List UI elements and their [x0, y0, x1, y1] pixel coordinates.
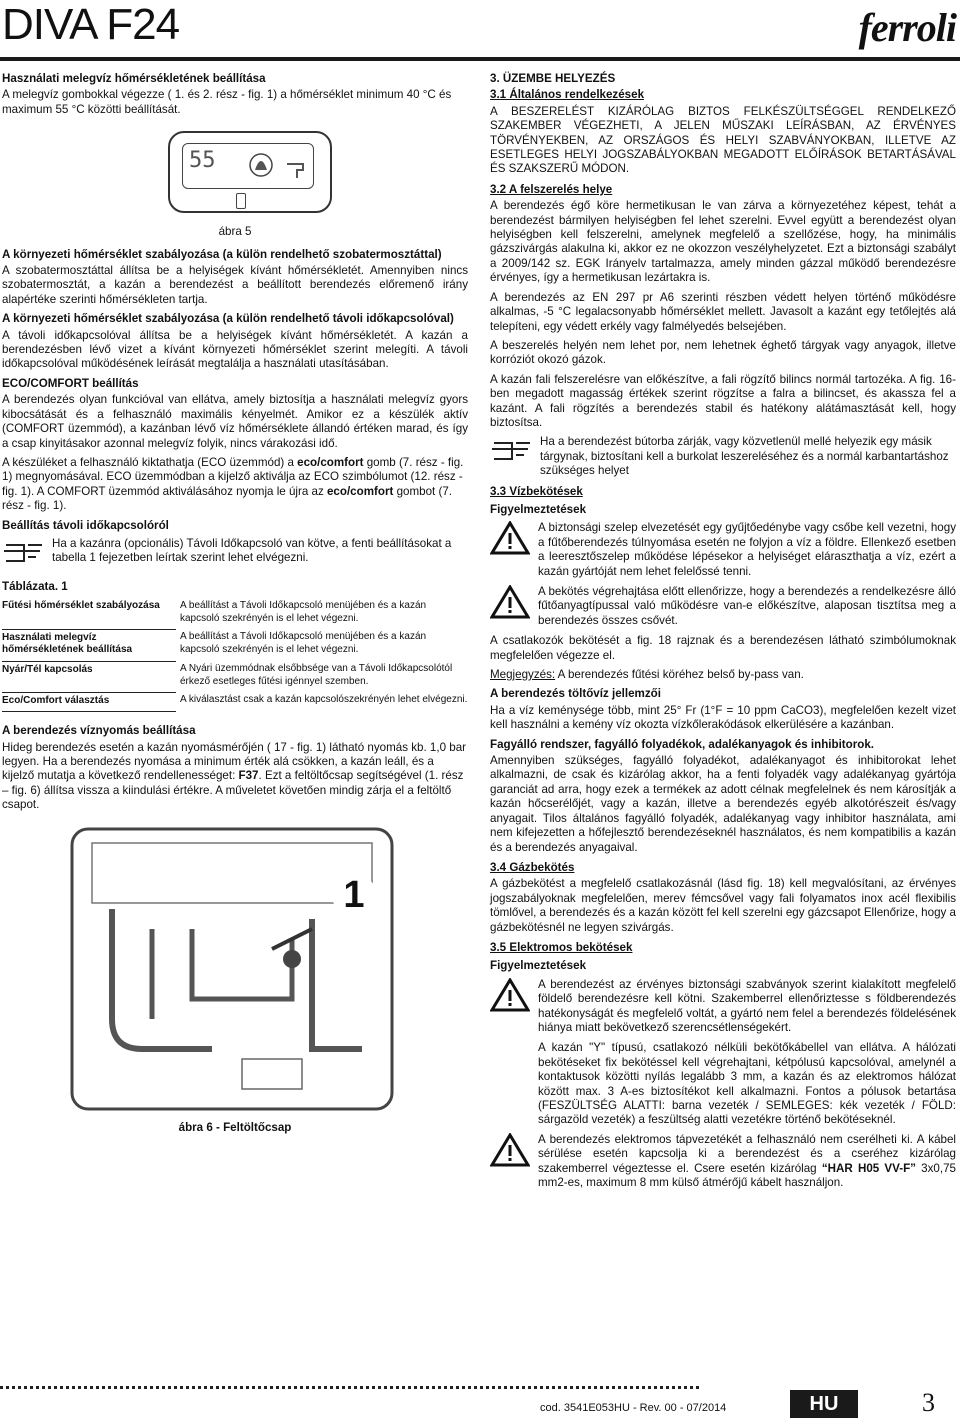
section-3-3-p2: Megjegyzés: A berendezés fűtési köréhez belső by-pass van.: [490, 668, 804, 682]
dhw-text: A melegvíz gombokkal végezze ( 1. és 2. rész - fig. 1) a hőmérséklet minimum 40 °C és maximum 55 °C közötti beállítását.: [2, 88, 452, 116]
table-row: [2, 598, 468, 629]
remote-setup-note: Ha a kazánra (opcionális) Távoli Időkapcsoló van kötve, a fenti beállításokat a tabella 1 fejezetben leírtak szerint lehet elvégezni.: [2, 537, 468, 566]
eco-text-1: A berendezés olyan funkcióval van ellátva, amely biztosítja a használati melegvíz gyors kibocsátását és a felhasználó maximális kényelmét. Amikor ez a készülék aktív (COMFORT üzemmód), a kazánban lévő víz hőmérséklete állandó értéken marad, és így a csap kinyitásakor azonnal melegvíz folyik, nincs várakozási idő.: [2, 393, 468, 450]
table-row: [2, 692, 468, 712]
water-text: Ha a víz keménysége több, mint 25° Fr (1°F = 10 ppm CaCO3), megfelelően kezelt vizet kell használni a kemény víz okozta vízkőlerakódások elkerülésére a kazánban.: [490, 703, 956, 732]
document-code: cod. 3541E053HU - Rev. 00 - 07/2014: [540, 1402, 727, 1414]
table-value: A beállítást a Távoli Időkapcsoló menüjében és a kazán kapcsoló szekrényén is el lehet végezni.: [180, 600, 427, 624]
eco-text-2: A készüléket a felhasználó kiktathatja (ECO üzemmód) a eco/comfort gomb (7. rész - fig. 1) megnyomásával. ECO üzemmódban a kijelző aktiválja az ECO szimbólumot (12. rész - fig. 1). A COMFORT üzemmód aktiválásához nyomja le újra az eco/comfort gombot (7. rész - fig. 1).: [2, 455, 464, 513]
dhw-heading: Használati melegvíz hőmérsékletének beállítása: [2, 72, 266, 85]
warning-relief-valve: A biztonsági szelep elvezetését egy gyűjtőedénybe vagy csőbe kell vezetni, hogy a fűtőberendezés túlnyomása esetén ne folyjon a víz a földre. Ellenkező esetben a leeresztőszelep működése lépésekor a helyiséget eláraszthatja a víz, ezért a kazán gyártóját nem lehet felelőssé tenni.: [490, 521, 956, 579]
table-value: A kiválasztást csak a kazán kapcsolószekrényén lehet elvégezni.: [180, 694, 468, 706]
control-panel-figure: [168, 131, 332, 213]
section-3-2-note: Ha a berendezést bútorba zárják, vagy közvetlenül mellé helyezik egy másik tárgynak, biztosítani kell a burkolat leszereléséhez és a normál karbantartáshoz szükséges helyet: [490, 435, 956, 478]
left-column: [2, 72, 468, 1135]
section-3-4-heading: 3.4 Gázbekötés: [490, 860, 575, 874]
warning-grounding: A berendezést az érvényes biztonsági szabványok szerint kialakított megfelelő földelő berendezésre kell kötni. Szakemberrel ellenőriztesse s földberendezés hatékonyságát és megfelelő voltát, a gyártó nem felel a berendezés földelésének hiánya miatt bekövetkező szerencsétlenségekért.: [490, 978, 956, 1036]
section-3-1-text: A BESZERELÉST KIZÁRÓLAG BIZTOS FELKÉSZÜLTSÉGGEL RENDELKEZŐ SZAKEMBER VÉGEZHETI, A JELEN MŰSZAKI LEÍRÁSBAN, AZ ÉRVÉNYES TÖRVÉNYEKBEN, AZ ORSZÁGOS ÉS HELYI SZABVÁNYOKBAN, ILLETVE AZ ESETLEGES HELYI JOGSZABÁLYOKBAN MEGADOTT ELŐÍRÁSOK BETARTÁSÁVAL ÉS SZAKSZERŰ MÓDON.: [490, 104, 956, 176]
table-key: Nyár/Tél kapcsolás: [2, 661, 176, 692]
room-thermostat-heading: A környezeti hőmérséklet szabályozása (a külön rendelhető szobatermosztáttal): [2, 247, 442, 261]
panel-display: [182, 143, 314, 189]
section-3-3-p1: A csatlakozók bekötését a fig. 18 rajznak és a berendezésen látható szimbólumoknak megfelelően végezze el.: [490, 634, 956, 662]
footer-barcode-rule: [0, 1386, 700, 1389]
table-row: [2, 661, 468, 692]
table-caption: Táblázata. 1: [2, 579, 68, 593]
section-3-2-heading: 3.2 A felszerelés helye: [490, 182, 613, 196]
tap-icon: [283, 154, 313, 184]
remote-settings-table: [2, 598, 468, 712]
section-3-heading: 3. ÜZEMBE HELYEZÉS: [490, 72, 616, 85]
warning-icon: [490, 1133, 530, 1167]
warnings-heading-2: Figyelmeztetések: [490, 959, 587, 973]
pointing-hand-icon: [490, 435, 534, 463]
fig6-callout: 1: [332, 873, 376, 917]
section-3-5-p1: A kazán "Y" típusú, csatlakozó nélküli bekötőkábellel van ellátva. A hálózati bekötéseket fix bekötéssel kell végrehajtani, kétpólusú kapcsolóval, amelynél a kontaktusok közötti nyílás legalább 3 mm, a kazán és az elektromos hálózat között max. 3 A-es biztosítékot kell alkalmazni. Fontos a pólusok betartása (FESZÜLTSÉG ALATTI: barna vezeték / SEMLEGES: kék vezeték / FÖLD: sárgazöld vezeték) a feszültség alatti vezetékre történő bekötéseknél.: [538, 1041, 956, 1127]
room-thermostat-text: A szobatermosztáttal állítsa be a helyiségek kívánt hőmérsékletét. Amennyiben nincs szobatermosztát, a kazán a berendezést a beállított berendezés előremenő irány alapértéke szerinti hőmérsékleten tartja.: [2, 264, 468, 306]
eco-heading: ECO/COMFORT beállítás: [2, 376, 139, 390]
section-3-1-heading: 3.1 Általános rendelkezések: [490, 88, 645, 102]
language-badge: HU: [790, 1390, 858, 1418]
section-3-4-text: A gázbekötést a megfelelő csatlakozásnál (lásd fig. 18) kell megvalósítani, az érvényes jogszabályoknak megfelelően, merev fémcsővel vagy fali folyamatos inox acél flexibilis tömlővel, a berendezés és a kazán között fel kell szerelni egy gázcsapot Ellenőrize, hogy a gázbekötésnél ne legyen szivárgás.: [490, 877, 956, 934]
page-number: 3: [922, 1388, 935, 1417]
table-value: A Nyári üzemmódnak elsőbbsége van a Távoli Időkapcsolótól érkező esetleges fűtési igénnyel szemben.: [180, 663, 453, 687]
pressure-heading: A berendezés víznyomás beállítása: [2, 724, 196, 738]
warnings-heading: Figyelmeztetések: [490, 502, 587, 516]
section-3-5-heading: 3.5 Elektromos bekötések: [490, 940, 633, 954]
section-3-2-p2: A berendezés az EN 297 pr A6 szerinti részben védett helyen történő működésre alkalmas, -5 °C legalacsonyabb hőmérséklet mellett. Javasolt a kazánt egy tetőlejtés alá telepíteni, egy védett erkély vagy falmélyedés belsejében.: [490, 290, 956, 333]
section-3-2-p1: A berendezés égő köre hermetikusan le van zárva a környezetéhez képest, tehát a berendezést bármilyen helyiségben fel lehet szerelni. Evvel együtt a berendezést olyan helyiségben kell felszerelni, amelynek megfelelő a szellőzése, hogy, ha minimális gázszivárgás alakulna ki, akkor ez ne okozzon veszélyhelyzetet. Ezt a biztonsági szabályt a 2009/142 sz. EGK Irányelv tartalmazza, amely minden gázzal működő berendezésre érvényes, így a hermetikusan lezártakra is.: [490, 199, 956, 285]
fig5-caption: ábra 5: [218, 225, 252, 239]
pressure-text: Hideg berendezés esetén a kazán nyomásmérőjén ( 17 - fig. 1) látható nyomás kb. 1,0 bar legyen. Ha a berendezés nyomása a minimum érték alá csökken, a kazán leáll, és a kijelző mutatja a következő rendellenességet: F37. Ezt a feltöltőcsap segítségével (1. rész – fig. 6) állítsa vissza a kiindulási értékre. A műveletet követően mindig zárja el a feltöltő csapot.: [2, 740, 467, 812]
remote-setup-heading: Beállítás távoli időkapcsolóról: [2, 518, 169, 532]
right-column: [490, 72, 956, 1196]
antifreeze-text: Amennyiben szükséges, fagyálló folyadékot, adalékanyagot és inhibitorokat lehet alkalmazni, de csak és kizárólag akkor, ha a fenti folyadék vagy adalékanyag gyártója garanciát ad arra, hogy ezek a termékek az adott célnak megfelelnek és nem károsítják a kazán hőcserélőjét, vagy a kazán, illetve a berendezés egyéb alkotórészeit és/vagy anyagait. Tilos általános fagyálló folyadék, adalékanyag vagy inhibitor használata, ami nem kifejezetten a hőfejlesztő berendezéseknél használatos, és nem kompatibilis a kazán és a berendezés anyagaival.: [490, 754, 956, 854]
warning-fuel-check: A bekötés végrehajtása előtt ellenőrizze, hogy a berendezés a rendelkezésre álló fűtőanyagtípussal való működésre van-e előkészítve, alaposan tisztítsa meg a berendezés összes csővét.: [490, 585, 956, 628]
pointing-hand-icon: [2, 537, 46, 565]
water-heading: A berendezés töltővíz jellemzői: [490, 687, 661, 701]
flame-icon: [241, 150, 281, 180]
section-3-2-p4: A kazán fali felszerelésre van előkészítve, a fali rögzítő bilincs normál tartozéka. A fig. 16-ben megadott magasság értékek szerint rögzítse a falra a bilincset, és akassza fel a kazánt. A fali rögzítés a berendezés stabil és hatékony alátámasztását kell, hogy biztosítsa.: [490, 372, 956, 429]
fill-tap-figure: [62, 819, 402, 1119]
table-row: [2, 629, 468, 661]
table-key: Fűtési hőmérséklet szabályozása: [2, 598, 176, 629]
warning-icon: [490, 521, 530, 555]
warning-icon: [490, 585, 530, 619]
document-title: DIVA F24: [2, 0, 180, 49]
brand-logo: ferroli: [858, 5, 956, 50]
pressure-gauge-icon: [236, 193, 246, 209]
section-3-3-heading: 3.3 Vízbekötések: [490, 484, 583, 498]
warning-power-cable: A berendezés elektromos tápvezetékét a felhasználó nem cserélheti ki. A kábel sérülése esetén kapcsolja ki a berendezést és a cseréhez kizárólag szakemberrel végeztesse el. Csere esetén kizárólag “HAR H05 VV-F” 3x0,75 mm2-es, maximum 8 mm külső átmérőjű kábelt használjon.: [490, 1133, 956, 1191]
antifreeze-heading: Fagyálló rendszer, fagyálló folyadékok, adalékanyagok és inhibitorok.: [490, 737, 875, 751]
header-rule: [0, 57, 960, 61]
table-key: Eco/Comfort választás: [2, 692, 176, 712]
remote-text: A távoli időkapcsolóval állítsa be a helyiségek kívánt hőmérsékletét. A kazán a berendezésben lévő vizet a kívánt környezeti hőmérséklet szerint melegíti. A távoli időkapcsolóval működésének leírását megtalálja a használati utasításában.: [2, 328, 468, 371]
remote-heading: A környezeti hőmérséklet szabályozása (a külön rendelhető távoli időkapcsolóval): [2, 312, 454, 326]
section-3-2-p3: A beszerelés helyén nem lehet por, nem lehetnek éghető tárgyak vagy anyagok, illetve korróziót okozó gázok.: [490, 338, 956, 367]
table-key: Használati melegvíz hőmérsékletének beállítása: [2, 629, 176, 661]
panel-display-digits: 55: [189, 148, 216, 174]
table-value: A beállítást a Távoli Időkapcsoló menüjében és a kazán kapcsoló szekrényén is el lehet végezni.: [180, 631, 427, 655]
fig6-caption: ábra 6 - Feltöltőcsap: [178, 1120, 292, 1134]
warning-icon: [490, 978, 530, 1012]
